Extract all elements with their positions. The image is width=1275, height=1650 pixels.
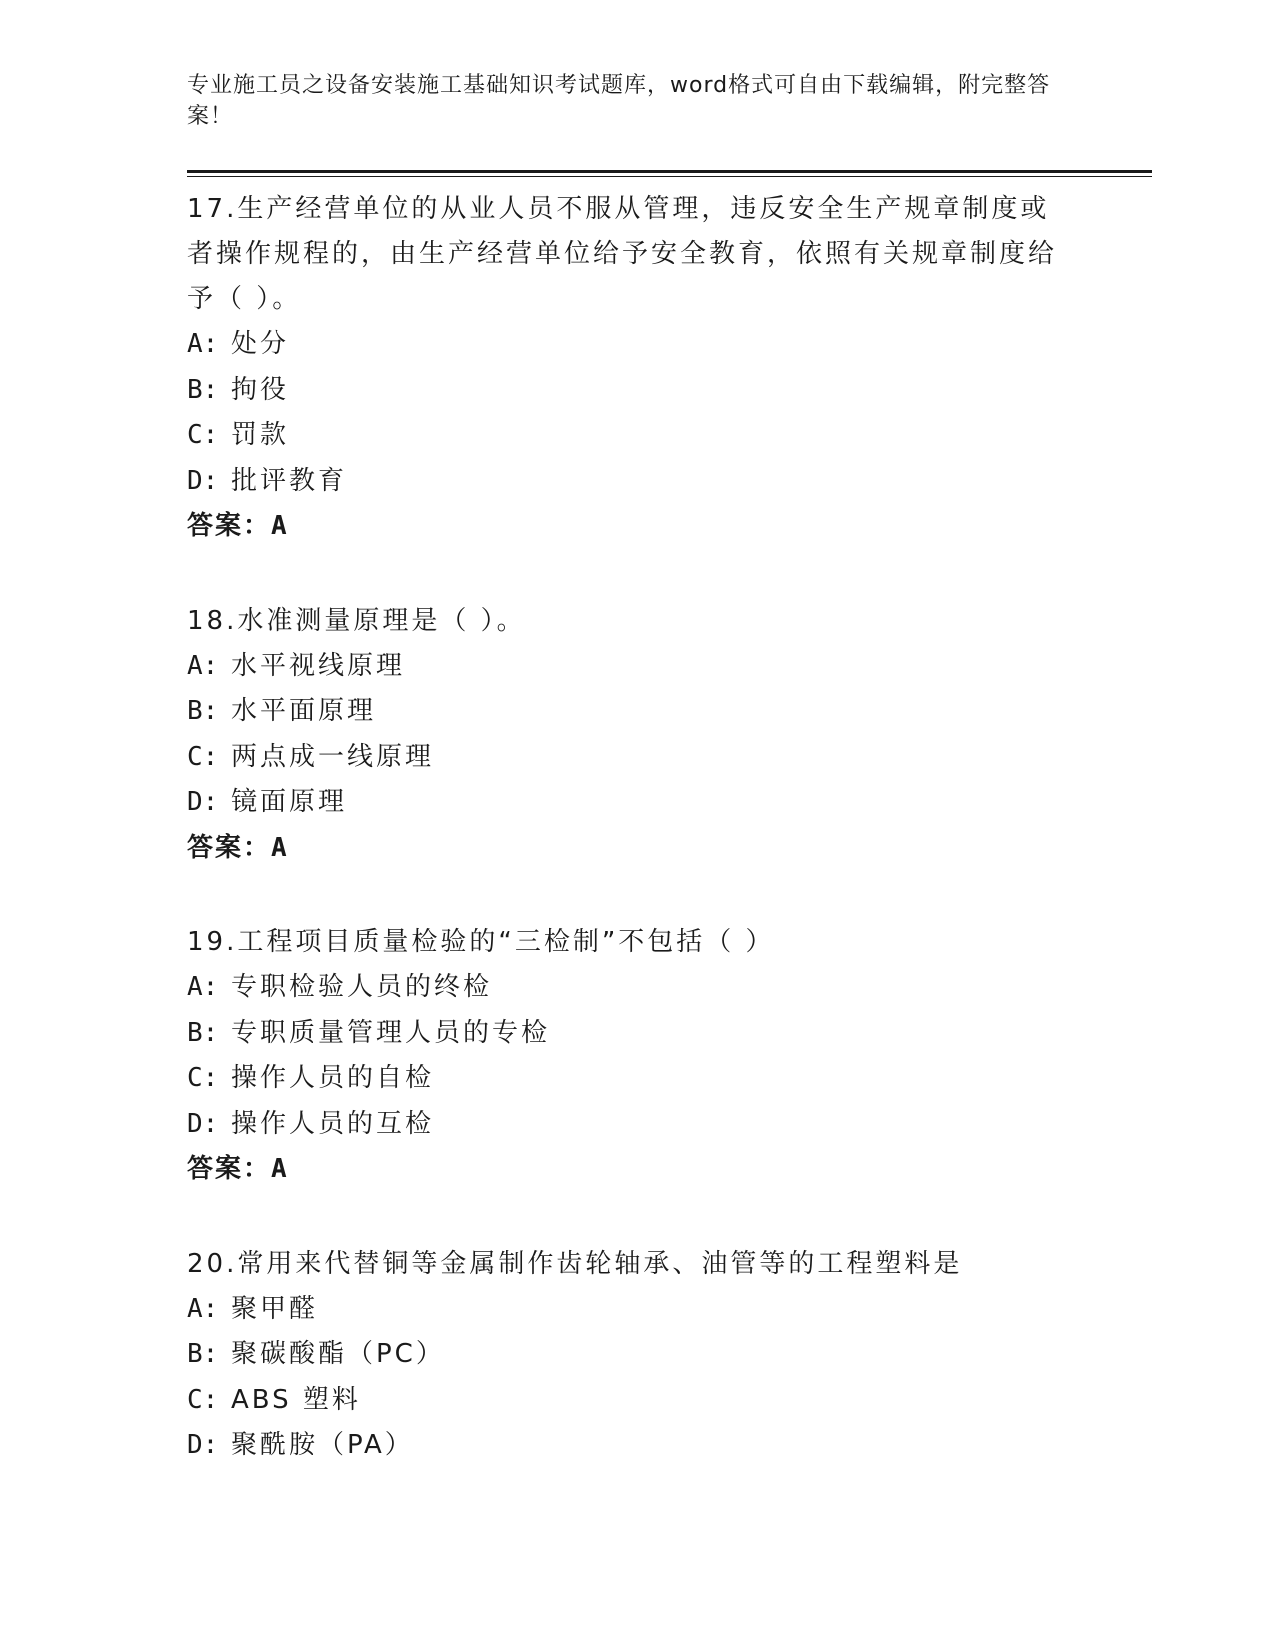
answer-value: A (271, 832, 289, 863)
option-text: 聚甲醛 (231, 1293, 319, 1324)
header-rule (187, 170, 1152, 177)
option-a (187, 644, 1152, 690)
option-key: B: (187, 1017, 219, 1048)
option-c (187, 413, 1152, 459)
answer-line (187, 1147, 1152, 1193)
option-text: 操作人员的互检 (231, 1108, 435, 1139)
document-page (187, 70, 1152, 1518)
option-d (187, 1102, 1152, 1148)
question-19 (187, 920, 1152, 1193)
option-key: D: (187, 787, 219, 817)
answer-line (187, 504, 1152, 550)
option-c (187, 735, 1152, 781)
answer-line (187, 826, 1152, 872)
option-key: D: (187, 1430, 219, 1460)
option-key: B: (187, 374, 219, 405)
option-text: 专职检验人员的终检 (231, 972, 493, 1002)
option-b (187, 689, 1152, 735)
answer-value: A (271, 1154, 289, 1184)
option-c (187, 1056, 1152, 1102)
answer-label: 答案： (187, 1154, 272, 1184)
option-key: B: (187, 696, 219, 726)
option-text: ABS 塑料 (231, 1384, 361, 1415)
option-text: 处分 (231, 329, 290, 359)
option-text: 水平面原理 (231, 696, 377, 726)
answer-label: 答案： (187, 832, 272, 863)
option-b (187, 1011, 1152, 1057)
option-key: A: (187, 972, 219, 1002)
question-stem: 18.水准测量原理是（ ）。 (187, 605, 526, 636)
answer-value: A (271, 511, 289, 541)
option-key: B: (187, 1339, 219, 1369)
option-a (187, 965, 1152, 1011)
option-key: C: (187, 1384, 219, 1415)
option-text: 拘役 (231, 374, 290, 405)
question-20 (187, 1242, 1152, 1469)
option-a (187, 1287, 1152, 1333)
option-text: 罚款 (231, 420, 290, 450)
option-text: 聚碳酸酯（PC） (231, 1339, 445, 1369)
option-key: A: (187, 329, 219, 359)
answer-label: 答案： (187, 511, 272, 541)
option-text: 镜面原理 (231, 787, 348, 817)
question-stem: 20.常用来代替铜等金属制作齿轮轴承、油管等的工程塑料是 (187, 1248, 963, 1279)
option-d (187, 780, 1152, 826)
option-key: A: (187, 1293, 219, 1324)
option-b (187, 368, 1152, 414)
option-text: 批评教育 (231, 465, 348, 496)
option-text: 操作人员的自检 (231, 1063, 435, 1093)
option-b (187, 1332, 1152, 1378)
question-17 (187, 187, 1152, 550)
option-c (187, 1378, 1152, 1424)
option-key: A: (187, 650, 219, 681)
option-d (187, 1423, 1152, 1469)
question-list (187, 187, 1152, 1469)
option-key: C: (187, 420, 219, 450)
document-header: 专业施工员之设备安装施工基础知识考试题库，word格式可自由下载编辑，附完整答案！ (187, 73, 1051, 129)
option-key: D: (187, 1108, 219, 1139)
option-key: C: (187, 1063, 219, 1093)
option-key: C: (187, 741, 219, 772)
question-stem: 17.生产经营单位的从业人员不服从管理，违反安全生产规章制度或者操作规程的，由生产经营单位给予安全教育，依照有关规章制度给予（ ）。 (187, 194, 1058, 314)
option-d (187, 459, 1152, 505)
option-text: 两点成一线原理 (231, 741, 435, 772)
question-18 (187, 599, 1152, 872)
option-text: 水平视线原理 (231, 650, 406, 681)
option-text: 专职质量管理人员的专检 (231, 1017, 551, 1048)
question-stem: 19.工程项目质量检验的“三检制”不包括（ ） (187, 927, 775, 957)
option-a (187, 322, 1152, 368)
option-text: 聚酰胺（PA） (231, 1430, 414, 1460)
option-key: D: (187, 465, 219, 496)
